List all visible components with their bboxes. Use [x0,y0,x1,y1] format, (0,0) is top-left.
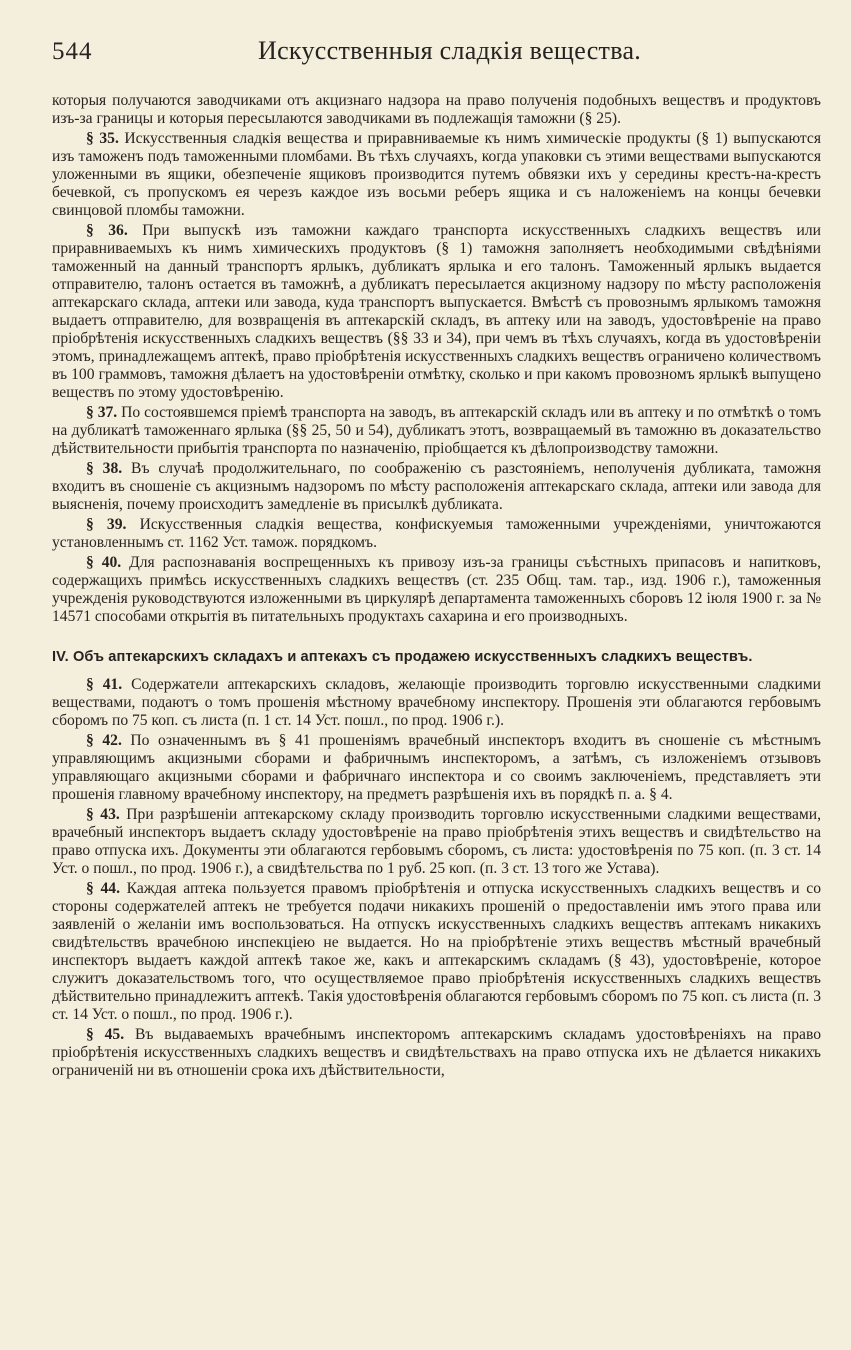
section-number: § 42. [86,732,122,749]
section-41 [52,676,821,730]
section-45 [52,1026,821,1080]
section-36 [52,222,821,402]
section-text: Для распознаванія воспрещенныхъ къ привозу изъ-за границы съѣстныхъ припасовъ и напитковъ, содержащихъ примѣсь искусственныхъ сладкихъ веществъ (ст. 235 Общ. там. тар., изд. 1906 г.), таможенныя учрежденія руководствуются изложенными въ циркулярѣ департамента таможенныхъ сборовъ 12 іюля 1900 г. за № 14571 способами открытія въ питательныхъ продуктахъ сахарина и его производныхъ. [52,554,821,625]
running-title: Искусственныя сладкія вещества. [258,36,642,65]
paragraph-intro [52,92,821,128]
section-text: Въ выдаваемыхъ врачебнымъ инспекторомъ аптекарскимъ складамъ удостовѣреніяхъ на право пріобрѣтенія искусственныхъ сладкихъ веществъ и свидѣтельствахъ на право отпуска ихъ не дѣлается никакихъ ограниченій ни въ отношеніи срока ихъ дѣйствительности, [52,1026,822,1079]
document-body [52,92,821,1080]
section-number: § 39. [86,516,127,533]
section-number: § 44. [86,880,120,897]
section-37 [52,404,821,458]
section-number: § 41. [86,676,123,693]
section-text: При разрѣшеніи аптекарскому складу производить торговлю искусственными сладкими веществами, врачебный инспекторъ выдаетъ складу удостовѣреніе на право пріобрѣтенія этихъ веществъ и свидѣтельство на право отпуска ихъ. Документы эти облагаются гербовымъ сборомъ, съ листа: удостовѣренія по 75 коп. (п. 3 ст. 14 Уст. о пошл., по прод. 1906 г.), а свидѣтельства по 1 руб. 25 коп. (п. 3 ст. 13 того же Устава). [52,806,821,877]
section-text: Искусственныя сладкія вещества, конфискуемыя таможенными учрежденіями, уничтожаются установленнымъ ст. 1162 Уст. тамож. порядкомъ. [52,516,821,551]
section-number: § 37. [86,404,118,421]
paragraph-text: которыя получаются заводчиками отъ акцизнаго надзора на право полученія подобныхъ веществъ и продуктовъ изъ-за границы и которыя пересылаются заводчиками въ подлежащія таможни (§ 25). [52,92,821,127]
section-text: По состоявшемся пріемѣ транспорта на заводъ, въ аптекарскій складъ или въ аптеку и по отмѣткѣ о томъ на дубликатѣ таможеннаго ярлыка (§§ 25, 50 и 54), дубликатъ этотъ, возвращаемый въ таможню въ доказательство дѣйствительности прибытія транспорта по назначенію, пріобщается къ дѣлопроизводству таможни. [52,404,822,457]
section-number: § 40. [86,554,122,571]
page-number: 544 [52,38,93,65]
section-number: § 36. [86,222,128,239]
section-44 [52,880,821,1024]
section-text: Каждая аптека пользуется правомъ пріобрѣтенія и отпуска искусственныхъ сладкихъ веществъ и со стороны содержателей аптекъ не требуется подачи никакихъ прошеній о предоставленіи имъ этого права или заявленій о желаніи имъ воспользоваться. На отпускъ искусственныхъ сладкихъ веществъ аптекамъ никакихъ свидѣтельствъ врачебною инспекціею не выдается. Но на пріобрѣтеніе этихъ веществъ мѣстный врачебный инспекторъ выдаетъ каждой аптекѣ такое же, какъ и аптекарскимъ складамъ (§ 43), удостовѣреніе, которое служитъ доказательствомъ того, что осуществляемое право пріобрѣтенія искусственныхъ сладкихъ веществъ дѣйствительно принадлежитъ аптекѣ. Такія удостовѣренія облагаются гербовымъ сборомъ по 75 коп. съ листа (п. 3 ст. 14 Уст. о пошл., по прод. 1906 г.). [52,880,822,1023]
section-42 [52,732,821,804]
section-35 [52,130,821,220]
chapter-heading: IV. Объ аптекарскихъ складахъ и аптекахъ съ продажею искусственныхъ сладкихъ веществъ. [52,649,753,665]
section-number: § 38. [86,460,123,477]
section-number: § 45. [86,1026,125,1043]
section-text: Искусственныя сладкія вещества и приравниваемые къ нимъ химическіе продукты (§ 1) выпускаются изъ таможенъ подъ таможенными пломбами. Въ тѣхъ случаяхъ, когда упаковки съ этими веществами выпускаются уложенными въ ящики, обезпеченіе ящиковъ производится путемъ обвязки ихъ у середины крестъ-на-крестъ бечевкой, съ пропускомъ ея черезъ каждое изъ восьми реберъ ящика и съ наложеніемъ на концы бечевки свинцовой пломбы таможни. [52,130,822,219]
section-38 [52,460,821,514]
section-40 [52,554,821,626]
section-number: § 43. [86,806,120,823]
section-text: Въ случаѣ продолжительнаго, по соображенію съ разстояніемъ, неполученія дубликата, таможня входитъ въ сношеніе съ акцизнымъ надзоромъ по мѣсту расположенія аптекарскаго склада, аптеки или завода для выясненія, почему происходитъ замедленіе въ присылкѣ дубликата. [52,460,821,513]
section-number: § 35. [86,130,119,147]
section-text: По означеннымъ въ § 41 прошеніямъ врачебный инспекторъ входитъ въ сношеніе съ мѣстнымъ управляющимъ акцизными сборами и фабричнымъ инспекторомъ, а затѣмъ, съ изложеніемъ отзывовъ управляющаго акцизными сборами и фабричнаго инспектора и со своимъ заключеніемъ, представляетъ эти прошенія главному врачебному инспектору, на предметъ разрѣшенія ихъ въ порядкѣ п. а. § 4. [52,732,821,803]
section-43 [52,806,821,878]
section-text: При выпускѣ изъ таможни каждаго транспорта искусственныхъ сладкихъ веществъ или приравниваемыхъ къ нимъ химическихъ продуктовъ (§ 1) таможня заполняетъ необходимыми свѣдѣніями таможенный на данный транспортъ ярлыкъ, дубликатъ ярлыка и его талонъ. Таможенный ярлыкъ выдается отправителю, талонъ остается въ таможнѣ, а дубликатъ пересылается акцизному надзору по мѣсту расположенія аптекарскаго склада, аптеки или завода, куда транспортъ выпускается. Вмѣстѣ съ провознымъ ярлыкомъ таможня выдаетъ отправителю, для возвращенія въ аптекарскій складъ, въ аптеку или на заводъ, удостовѣреніе на право пріобрѣтенія искусственныхъ сладкихъ веществъ (§§ 33 и 34), при чемъ въ тѣхъ случаяхъ, когда въ удостовѣреніи этомъ, принадлежащемъ аптекѣ, право пріобрѣтенія искусственныхъ сладкихъ веществъ ограничено количествомъ въ 100 граммовъ, таможня дѣлаетъ на удостовѣреніи отмѣтку, сколько и при какомъ провозномъ ярлыкѣ выпущено веществъ по этому удостовѣренію. [52,222,822,401]
section-text: Содержатели аптекарскихъ складовъ, желающіе производить торговлю искусственными сладкими веществами, подаютъ о томъ прошенія мѣстному врачебному инспектору. Прошенія эти облагаются гербовымъ сборомъ по 75 коп. съ листа (п. 1 ст. 14 Уст. пошл., по прод. 1906 г.). [52,676,822,729]
section-39 [52,516,821,552]
page-header [52,36,821,80]
